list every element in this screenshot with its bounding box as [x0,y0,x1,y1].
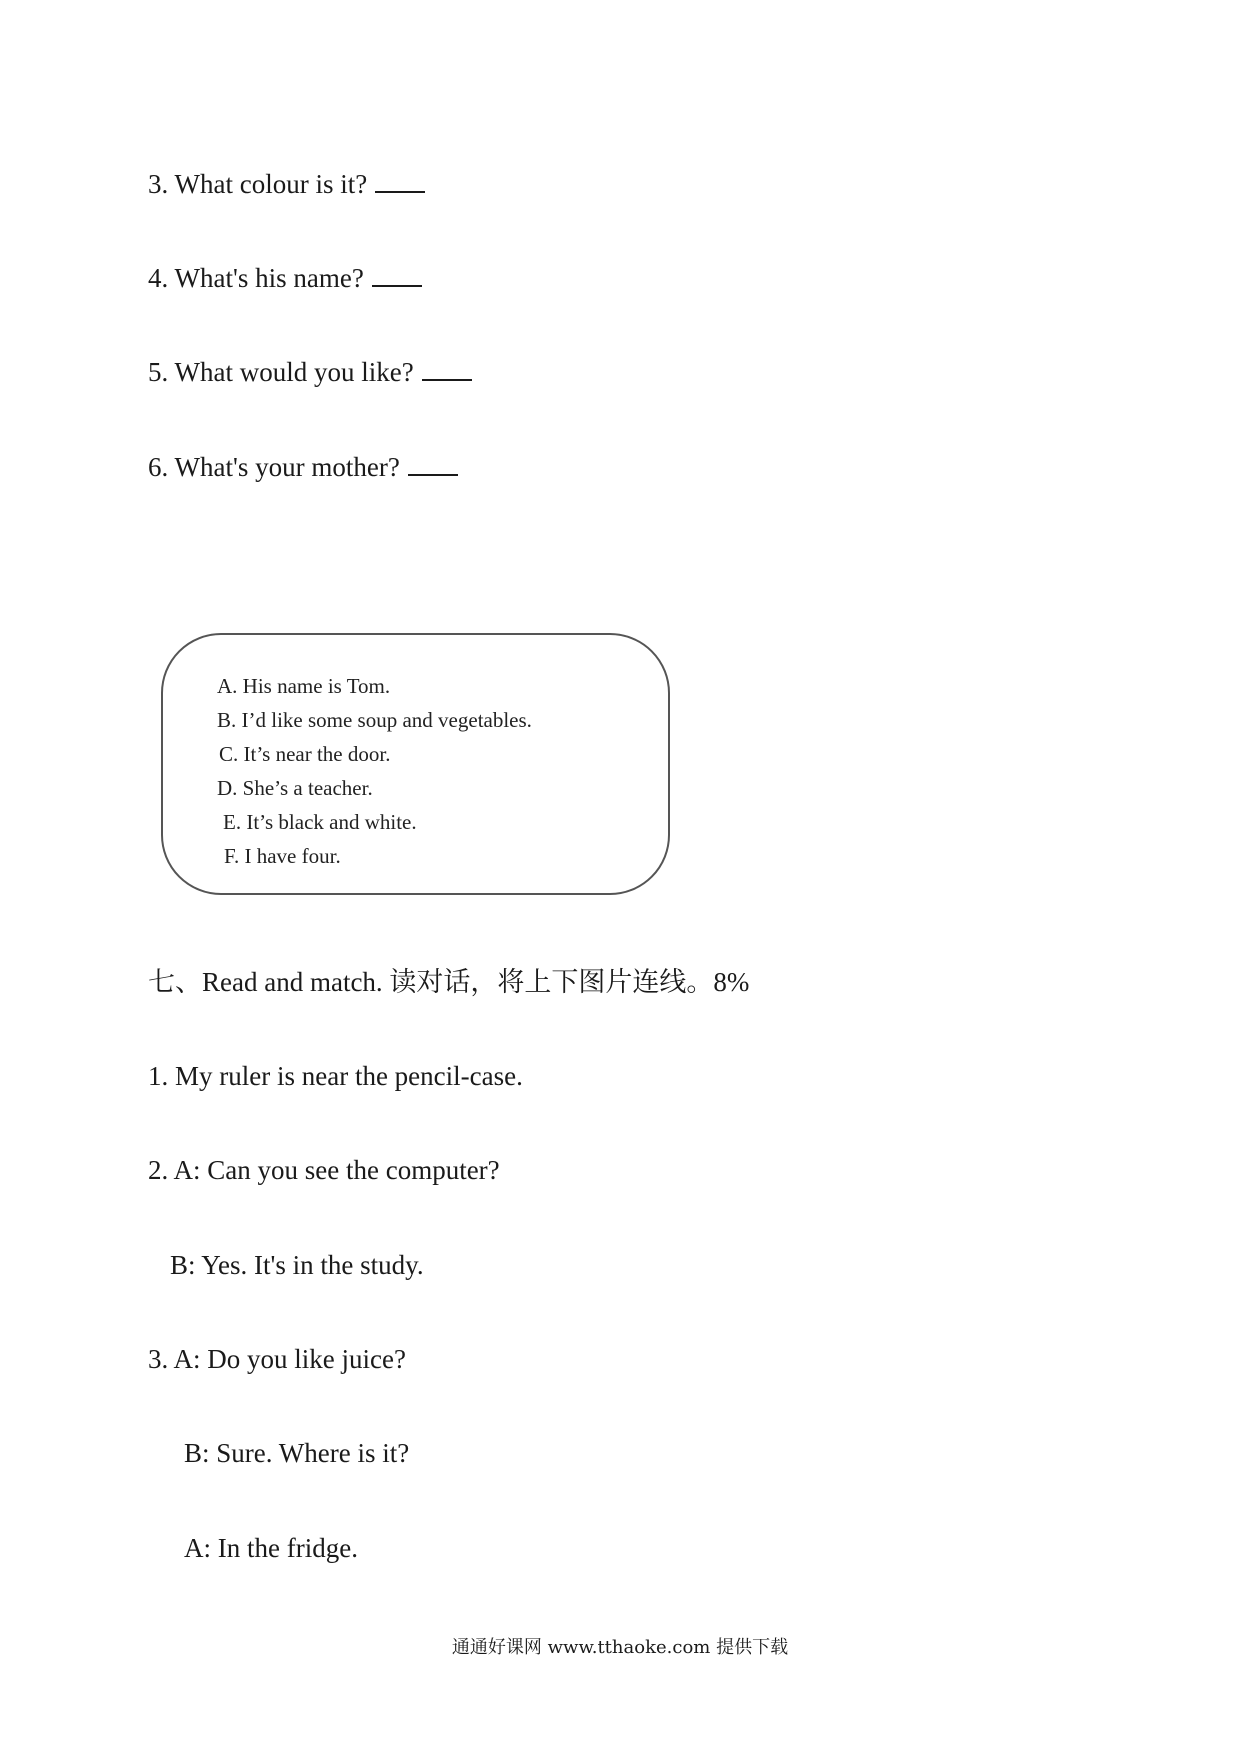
question-6 [148,450,458,484]
option-f: F. I have four. [224,844,341,868]
answer-blank[interactable] [408,452,458,476]
dialogue-line: B: Yes. It's in the study. [170,1250,424,1280]
question-text: 5. What would you like? [148,357,414,387]
section-7-heading: 七、Read and match. 读对话，将上下图片连线。8% [148,967,750,997]
option-e: E. It’s black and white. [223,810,417,834]
dialogue-line: B: Sure. Where is it? [184,1438,410,1468]
dialogue-line: 2. A: Can you see the computer? [148,1155,500,1185]
question-text: 3. What colour is it? [148,169,368,199]
page-footer: 通通好课网 www.tthaoke.com 提供下载 [451,1637,789,1658]
option-a: A. His name is Tom. [217,674,391,698]
question-text: 6. What's your mother? [148,452,400,482]
question-text: 4. What's his name? [148,263,364,293]
question-5 [148,355,472,389]
option-c: C. It’s near the door. [219,742,391,766]
question-3 [148,167,425,201]
dialogue-line: A: In the fridge. [184,1533,358,1563]
option-b: B. I’d like some soup and vegetables. [217,708,532,732]
answer-blank[interactable] [422,357,472,381]
dialogue-line: 3. A: Do you like juice? [148,1344,406,1374]
answer-blank[interactable] [372,263,422,287]
dialogue-line: 1. My ruler is near the pencil-case. [148,1061,523,1091]
option-d: D. She’s a teacher. [217,776,373,800]
answer-blank[interactable] [375,169,425,193]
question-4 [148,261,422,295]
